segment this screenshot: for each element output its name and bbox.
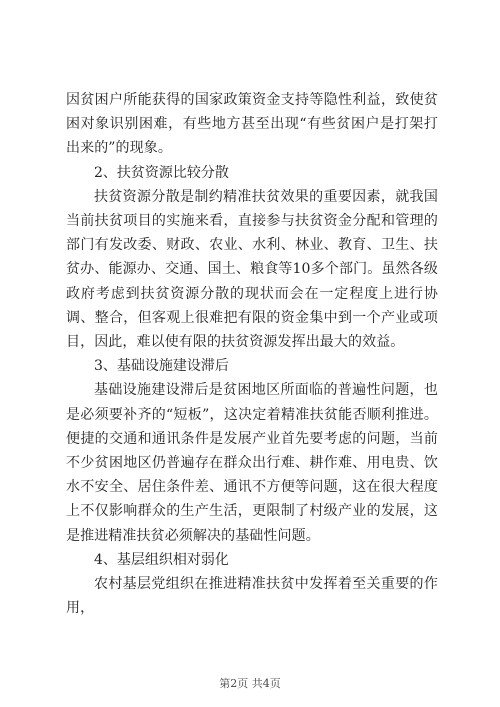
paragraph-continuation: 因贫困户所能获得的国家政策资金支持等隐性利益，致使贫困对象识别困难，有些地方甚至出现“有些贫困户是打架打出来的”的现象。 — [66, 92, 438, 157]
paragraph-infrastructure: 基础设施建设滞后是贫困地区所面临的普遍性问题，也是必须要补齐的“短板”，这决定着精准扶贫能否顺利推进。便捷的交通和通讯条件是发展产业首先要考虑的问题，当前不少贫困地区仍普遍存在群众出行难、耕作难、用电贵、饮水不安全、居住条件差、通讯不方便等问题，这在很大程度上不仅影响群众的生产生活，更限制了村级产业的发展，这是推进精准扶贫必须解决的基础性问题。 — [66, 382, 438, 544]
section-heading-3: 3、基础设施建设滞后 — [94, 358, 229, 375]
section-heading-2: 2、扶贫资源比较分散 — [94, 164, 229, 181]
paragraph-grassroots: 农村基层党组织在推进精准扶贫中发挥着至关重要的作用， — [66, 576, 438, 617]
document-body — [66, 88, 438, 620]
page-number-footer: 第2页 共4页 — [219, 677, 281, 690]
section-heading-4: 4、基层组织相对弱化 — [94, 551, 229, 568]
paragraph-resource-dispersion: 扶贫资源分散是制约精准扶贫效果的重要因素，就我国当前扶贫项目的实施来看，直接参与扶贫资金分配和管理的部门有发改委、财政、农业、水利、林业、教育、卫生、扶贫办、能源办、交通、国土、粮食等10多个部门。虽然各级政府考虑到扶贫资源分散的现状而会在一定程度上进行协调、整合，但客观上很难把有限的资金集中到一个产业或项目，因此，难以使有限的扶贫资源发挥出最大的效益。 — [66, 188, 438, 351]
